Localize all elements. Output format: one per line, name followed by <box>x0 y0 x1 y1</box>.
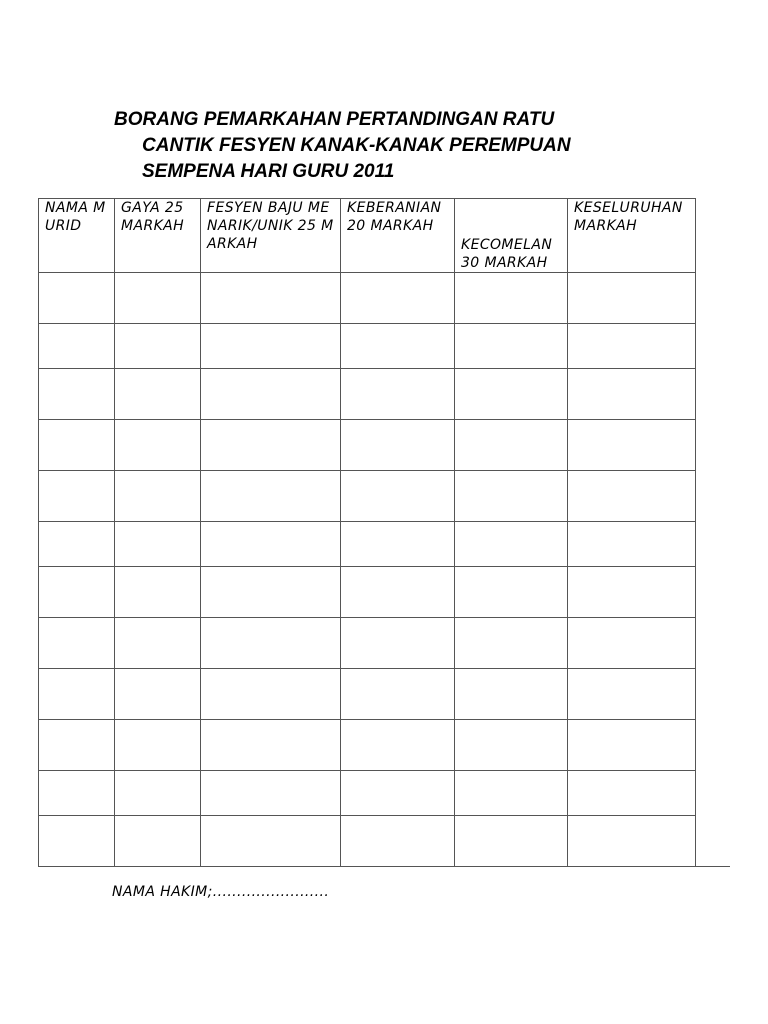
table-cell[interactable] <box>341 567 455 618</box>
table-cell[interactable] <box>341 669 455 720</box>
table-cell[interactable] <box>341 324 455 369</box>
table-cell[interactable] <box>341 471 455 522</box>
table-cell[interactable] <box>39 669 115 720</box>
table-cell[interactable] <box>568 567 696 618</box>
table-cell[interactable] <box>568 471 696 522</box>
header-gaya: GAYA 25 MARKAH <box>115 199 201 273</box>
table-cell[interactable] <box>568 618 696 669</box>
form-title <box>114 107 571 185</box>
table-cell[interactable] <box>455 324 568 369</box>
table-cell[interactable] <box>341 771 455 816</box>
table-row <box>39 816 696 867</box>
table-cell[interactable] <box>39 567 115 618</box>
table-cell[interactable] <box>341 420 455 471</box>
table-cell[interactable] <box>455 273 568 324</box>
table-cell[interactable] <box>455 369 568 420</box>
table-cell[interactable] <box>115 816 201 867</box>
header-row <box>39 199 696 273</box>
table-cell[interactable] <box>201 324 341 369</box>
table-cell[interactable] <box>568 669 696 720</box>
table-row <box>39 567 696 618</box>
title-line-1: BORANG PEMARKAHAN PERTANDINGAN RATU <box>114 109 555 130</box>
table-cell[interactable] <box>39 369 115 420</box>
table-cell[interactable] <box>39 471 115 522</box>
table-cell[interactable] <box>455 471 568 522</box>
table-cell[interactable] <box>39 618 115 669</box>
table-cell[interactable] <box>455 669 568 720</box>
table-cell[interactable] <box>201 420 341 471</box>
table-cell[interactable] <box>201 273 341 324</box>
table-cell[interactable] <box>201 816 341 867</box>
table-cell[interactable] <box>115 420 201 471</box>
table-row <box>39 771 696 816</box>
table-cell[interactable] <box>115 669 201 720</box>
table-cell[interactable] <box>201 522 341 567</box>
table-cell[interactable] <box>39 273 115 324</box>
table-cell[interactable] <box>568 720 696 771</box>
table-cell[interactable] <box>115 324 201 369</box>
table-cell[interactable] <box>455 618 568 669</box>
table-cell[interactable] <box>455 567 568 618</box>
table-cell[interactable] <box>568 369 696 420</box>
table-cell[interactable] <box>568 771 696 816</box>
judge-name-line[interactable]: NAMA HAKIM;........................ <box>112 884 330 900</box>
table-cell[interactable] <box>115 771 201 816</box>
table-row <box>39 669 696 720</box>
table-cell[interactable] <box>115 618 201 669</box>
table-cell[interactable] <box>341 369 455 420</box>
table-row <box>39 369 696 420</box>
table-cell[interactable] <box>455 420 568 471</box>
table-row <box>39 471 696 522</box>
table-row <box>39 324 696 369</box>
table-cell[interactable] <box>201 720 341 771</box>
table-cell[interactable] <box>201 471 341 522</box>
table-cell[interactable] <box>115 522 201 567</box>
header-nama-murid: NAMA MURID <box>39 199 115 273</box>
header-fesyen-baju: FESYEN BAJU MENARIK/UNIK 25 MARKAH <box>201 199 341 273</box>
table-cell[interactable] <box>39 324 115 369</box>
table-cell[interactable] <box>201 771 341 816</box>
table-row <box>39 522 696 567</box>
table-cell[interactable] <box>115 369 201 420</box>
table-cell[interactable] <box>568 420 696 471</box>
table-cell[interactable] <box>39 771 115 816</box>
table-cell[interactable] <box>568 522 696 567</box>
table-cell[interactable] <box>341 273 455 324</box>
header-keberanian: KEBERANIAN 20 MARKAH <box>341 199 455 273</box>
table-cell[interactable] <box>341 816 455 867</box>
table-cell[interactable] <box>115 471 201 522</box>
table-cell[interactable] <box>201 567 341 618</box>
table-cell[interactable] <box>455 522 568 567</box>
header-kecomelan: KECOMELAN 30 MARKAH <box>455 199 568 273</box>
table-cell[interactable] <box>341 522 455 567</box>
table-cell[interactable] <box>201 369 341 420</box>
table-cell[interactable] <box>201 618 341 669</box>
table-cell[interactable] <box>568 324 696 369</box>
table-cell[interactable] <box>568 816 696 867</box>
table-row <box>39 273 696 324</box>
header-keseluruhan: KESELURUHAN MARKAH <box>568 199 696 273</box>
table-cell[interactable] <box>568 273 696 324</box>
table-row <box>39 420 696 471</box>
table-cell[interactable] <box>201 669 341 720</box>
table-cell[interactable] <box>341 618 455 669</box>
table-cell[interactable] <box>115 720 201 771</box>
table-cell[interactable] <box>455 816 568 867</box>
table-bottom-rule-extension <box>695 866 730 867</box>
score-table-body <box>39 273 696 867</box>
table-cell[interactable] <box>115 273 201 324</box>
table-cell[interactable] <box>39 420 115 471</box>
table-cell[interactable] <box>39 720 115 771</box>
table-cell[interactable] <box>115 567 201 618</box>
table-row <box>39 618 696 669</box>
table-cell[interactable] <box>455 720 568 771</box>
title-line-3: SEMPENA HARI GURU 2011 <box>142 161 395 182</box>
table-cell[interactable] <box>341 720 455 771</box>
score-table <box>38 198 696 867</box>
title-line-2: CANTIK FESYEN KANAK-KANAK PEREMPUAN <box>142 135 571 156</box>
table-cell[interactable] <box>455 771 568 816</box>
table-row <box>39 720 696 771</box>
table-cell[interactable] <box>39 522 115 567</box>
table-cell[interactable] <box>39 816 115 867</box>
